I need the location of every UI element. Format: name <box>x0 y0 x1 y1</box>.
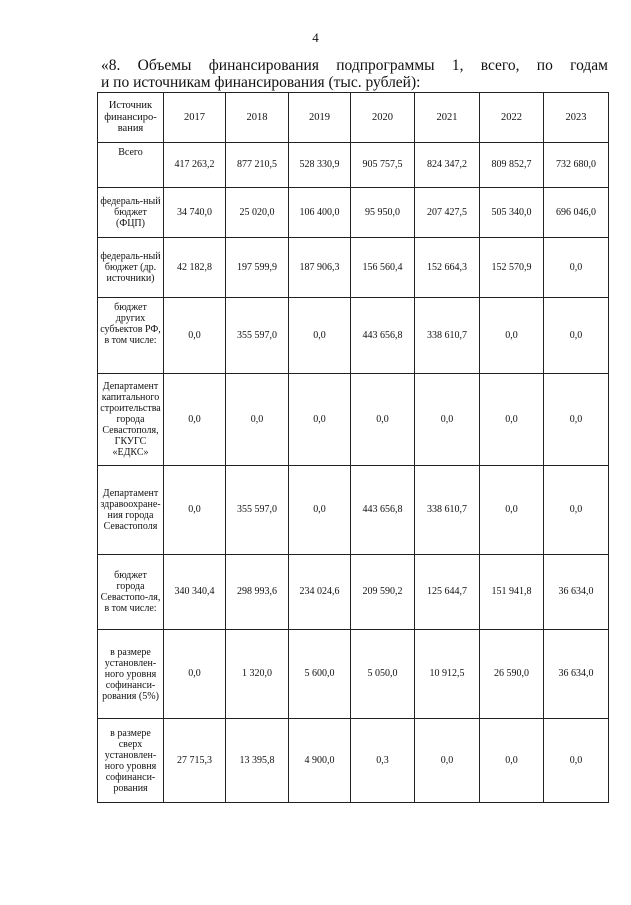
table-row <box>98 374 609 466</box>
cell-value: 156 560,4 <box>351 238 415 298</box>
cell-value: 0,0 <box>351 374 415 466</box>
cell-value: 152 664,3 <box>415 238 480 298</box>
cell-value: 0,0 <box>480 298 544 374</box>
cell-value: 0,0 <box>164 374 226 466</box>
cell-value: 528 330,9 <box>289 143 351 188</box>
cell-value: 5 600,0 <box>289 630 351 719</box>
cell-value: 95 950,0 <box>351 188 415 238</box>
cell-value: 151 941,8 <box>480 555 544 630</box>
cell-value: 152 570,9 <box>480 238 544 298</box>
cell-value: 4 900,0 <box>289 719 351 803</box>
cell-value: 338 610,7 <box>415 298 480 374</box>
cell-value: 0,0 <box>289 374 351 466</box>
cell-value: 209 590,2 <box>351 555 415 630</box>
table-header-row <box>98 93 609 143</box>
cell-value: 0,0 <box>164 298 226 374</box>
row-label: Департамент здравоохране-ния города Севастополя <box>98 466 164 555</box>
cell-value: 0,3 <box>351 719 415 803</box>
row-label: федераль-ный бюджет (ФЦП) <box>98 188 164 238</box>
cell-value: 36 634,0 <box>544 630 609 719</box>
cell-value: 0,0 <box>544 298 609 374</box>
cell-value: 5 050,0 <box>351 630 415 719</box>
table-row <box>98 719 609 803</box>
cell-value: 26 590,0 <box>480 630 544 719</box>
cell-value: 338 610,7 <box>415 466 480 555</box>
cell-value: 0,0 <box>480 466 544 555</box>
header-year: 2018 <box>226 93 289 143</box>
cell-value: 0,0 <box>289 466 351 555</box>
cell-value: 732 680,0 <box>544 143 609 188</box>
row-label: бюджет других субъектов РФ, в том числе: <box>98 298 164 374</box>
cell-value: 0,0 <box>544 374 609 466</box>
heading-line-1: «8. Объемы финансирования подпрограммы 1, всего, по годам <box>101 57 608 74</box>
cell-value: 0,0 <box>164 630 226 719</box>
cell-value: 0,0 <box>544 466 609 555</box>
row-label: Департамент капитального строительства города Севастополя, ГКУГС «ЕДКС» <box>98 374 164 466</box>
cell-value: 417 263,2 <box>164 143 226 188</box>
cell-value: 25 020,0 <box>226 188 289 238</box>
cell-value: 125 644,7 <box>415 555 480 630</box>
cell-value: 0,0 <box>480 719 544 803</box>
heading-line-2: и по источникам финансирования (тыс. рублей): <box>101 74 421 91</box>
table-row <box>98 143 609 188</box>
cell-value: 234 024,6 <box>289 555 351 630</box>
cell-value: 0,0 <box>415 719 480 803</box>
cell-value: 27 715,3 <box>164 719 226 803</box>
table-row <box>98 188 609 238</box>
header-year: 2021 <box>415 93 480 143</box>
header-year: 2022 <box>480 93 544 143</box>
header-source: Источник финансиро-вания <box>98 93 164 143</box>
row-label: федераль-ный бюджет (др. источники) <box>98 238 164 298</box>
header-year: 2020 <box>351 93 415 143</box>
cell-value: 34 740,0 <box>164 188 226 238</box>
cell-value: 0,0 <box>226 374 289 466</box>
table-row <box>98 298 609 374</box>
header-year: 2017 <box>164 93 226 143</box>
financing-table <box>97 92 609 803</box>
header-year: 2019 <box>289 93 351 143</box>
cell-value: 0,0 <box>289 298 351 374</box>
cell-value: 877 210,5 <box>226 143 289 188</box>
cell-value: 42 182,8 <box>164 238 226 298</box>
cell-value: 106 400,0 <box>289 188 351 238</box>
cell-value: 207 427,5 <box>415 188 480 238</box>
cell-value: 443 656,8 <box>351 466 415 555</box>
cell-value: 1 320,0 <box>226 630 289 719</box>
cell-value: 0,0 <box>544 719 609 803</box>
section-heading <box>101 57 608 91</box>
cell-value: 355 597,0 <box>226 466 289 555</box>
cell-value: 505 340,0 <box>480 188 544 238</box>
cell-value: 696 046,0 <box>544 188 609 238</box>
cell-value: 298 993,6 <box>226 555 289 630</box>
table-row <box>98 555 609 630</box>
cell-value: 0,0 <box>544 238 609 298</box>
page-number: 4 <box>312 30 319 45</box>
table-row <box>98 630 609 719</box>
cell-value: 0,0 <box>480 374 544 466</box>
cell-value: 187 906,3 <box>289 238 351 298</box>
cell-value: 10 912,5 <box>415 630 480 719</box>
row-label: в размере установлен-ного уровня софинанси-рования (5%) <box>98 630 164 719</box>
cell-value: 824 347,2 <box>415 143 480 188</box>
cell-value: 905 757,5 <box>351 143 415 188</box>
cell-value: 197 599,9 <box>226 238 289 298</box>
cell-value: 443 656,8 <box>351 298 415 374</box>
cell-value: 0,0 <box>415 374 480 466</box>
header-year: 2023 <box>544 93 609 143</box>
row-label: в размере сверх установлен-ного уровня софинанси-рования <box>98 719 164 803</box>
cell-value: 0,0 <box>164 466 226 555</box>
row-label: Всего <box>98 143 164 188</box>
cell-value: 355 597,0 <box>226 298 289 374</box>
table-row <box>98 466 609 555</box>
cell-value: 13 395,8 <box>226 719 289 803</box>
cell-value: 809 852,7 <box>480 143 544 188</box>
table-row <box>98 238 609 298</box>
cell-value: 36 634,0 <box>544 555 609 630</box>
cell-value: 340 340,4 <box>164 555 226 630</box>
row-label: бюджет города Севастопо-ля, в том числе: <box>98 555 164 630</box>
